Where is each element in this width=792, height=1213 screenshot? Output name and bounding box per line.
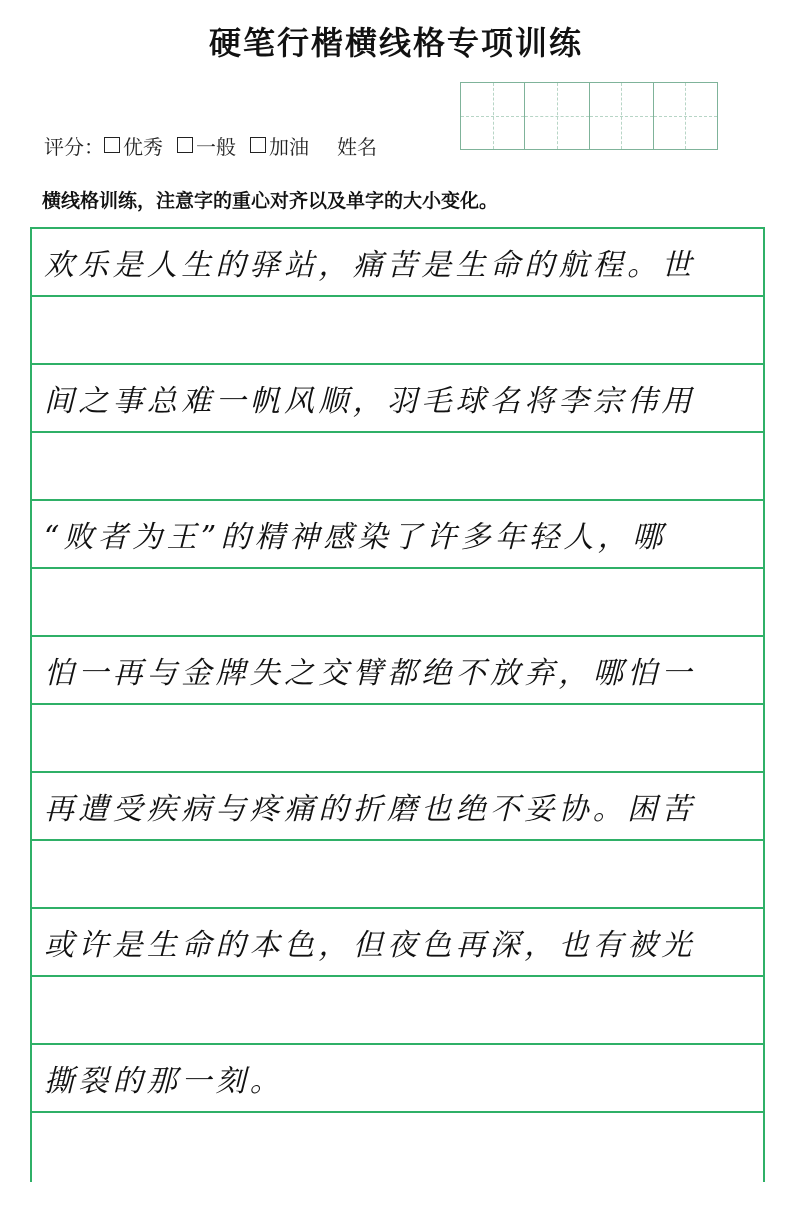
practice-line-text: 欢乐是人生的驿站，痛苦是生命的航程。世 — [44, 248, 696, 283]
practice-line[interactable] — [32, 365, 763, 433]
practice-line-text: 再遭受疾病与疼痛的折磨也绝不妥协。困苦 — [44, 792, 696, 827]
practice-line[interactable] — [32, 637, 763, 705]
practice-line[interactable] — [32, 229, 763, 297]
checkbox-icon[interactable] — [250, 137, 266, 153]
name-grid-cell[interactable] — [461, 83, 525, 149]
practice-line[interactable] — [32, 773, 763, 841]
practice-line[interactable] — [32, 501, 763, 569]
checkbox-icon[interactable] — [177, 137, 193, 153]
name-grid-cell[interactable] — [590, 83, 654, 149]
practice-line[interactable] — [32, 909, 763, 977]
name-writing-grid[interactable] — [460, 82, 718, 150]
score-label: 评分： — [44, 134, 104, 159]
practice-line-text: 或许是生命的本色，但夜色再深，也有被光 — [44, 928, 696, 963]
practice-line-text: 怕一再与金牌失之交臂都绝不放弃，哪怕一 — [44, 656, 696, 691]
score-option-label: 优秀 — [123, 134, 163, 159]
practice-line[interactable] — [32, 977, 763, 1045]
score-option-label: 加油 — [269, 134, 309, 159]
score-option-average[interactable] — [177, 131, 236, 160]
practice-line-text: “败者为王”的精神感染了许多年轻人，哪 — [44, 520, 667, 555]
page-title: 硬笔行楷横线格专项训练 — [208, 24, 583, 62]
checkbox-icon[interactable] — [104, 137, 120, 153]
instruction-text: 横线格训练，注意字的重心对齐以及单字的大小变化。 — [42, 190, 499, 212]
practice-line-text: 撕裂的那一刻。 — [44, 1064, 285, 1099]
practice-line[interactable] — [32, 705, 763, 773]
practice-line[interactable] — [32, 1113, 763, 1181]
practice-line[interactable] — [32, 569, 763, 637]
practice-line[interactable] — [32, 841, 763, 909]
name-grid-cell[interactable] — [654, 83, 717, 149]
practice-board — [30, 227, 765, 1182]
score-option-excellent[interactable] — [104, 131, 163, 160]
name-label: 姓名 — [337, 134, 377, 159]
name-grid-cell[interactable] — [525, 83, 589, 149]
practice-line[interactable] — [32, 433, 763, 501]
practice-line[interactable] — [32, 1045, 763, 1113]
practice-line[interactable] — [32, 297, 763, 365]
practice-line-text: 间之事总难一帆风顺，羽毛球名将李宗伟用 — [44, 384, 696, 419]
score-row — [44, 131, 377, 159]
score-option-label: 一般 — [196, 134, 236, 159]
score-option-keep-going[interactable] — [250, 131, 309, 160]
